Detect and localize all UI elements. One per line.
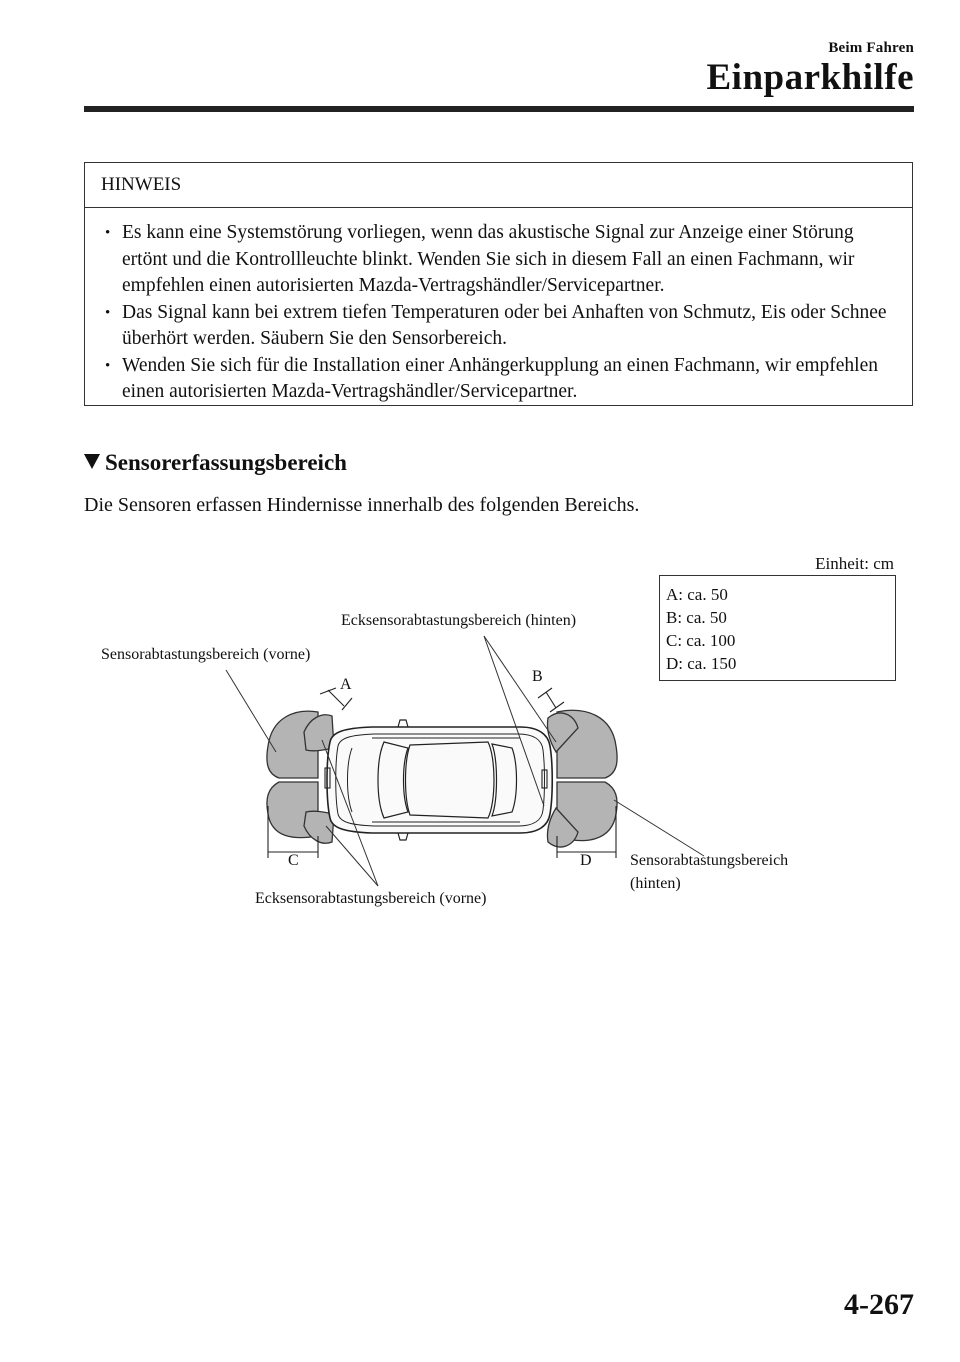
- bullet-icon: •: [105, 304, 111, 321]
- section-header-label: Beim Fahren: [828, 40, 914, 56]
- leader-line-rear-area: [614, 800, 704, 856]
- note-item: [105, 220, 890, 300]
- leader-line-rear-corner-2: [484, 636, 556, 742]
- car-front-hood-line: [348, 748, 353, 812]
- bullet-icon: •: [105, 225, 111, 241]
- section-heading: [84, 450, 347, 476]
- dim-b-tick-left: [538, 688, 552, 698]
- label-front-area: Sensorabtastungsbereich (vorne): [101, 646, 311, 663]
- front-zone-bottom: [267, 782, 318, 838]
- triangle-down-icon: [84, 454, 100, 469]
- front-corner-zone-bottom: [304, 811, 334, 843]
- dim-b-line: [546, 692, 556, 708]
- note-item-text: Es kann eine Systemstörung vorliegen, wenn das akustische Signal zur Anzeige einer Störung ertönt und die Kontrollleuchte blinkt. Wenden Sie sich in diesem Fall an einen Fachmann, wir empfehlen einen autorisierten Mazda-Vertragshändler/Servicepartner.: [122, 222, 855, 296]
- unit-label: Einheit: cm: [815, 554, 894, 573]
- page-title: Einparkhilfe: [706, 57, 914, 98]
- note-item: [105, 300, 890, 353]
- legend-box: [659, 575, 896, 681]
- dimension-lines: [268, 688, 616, 858]
- leader-line-front-corner-1: [322, 740, 378, 886]
- car-front-plate: [325, 768, 330, 788]
- label-dim-c: C: [288, 852, 299, 869]
- section-heading-text: Sensorerfassungsbereich: [105, 450, 347, 475]
- dim-a-tick-right: [342, 698, 352, 710]
- label-rear-area-line2: (hinten): [630, 875, 681, 892]
- car-roof: [406, 742, 495, 818]
- note-item-text: Das Signal kann bei extrem tiefen Temperaturen oder bei Anhaften von Schmutz, Eis oder Schnee überhört werden. Säubern Sie den Sensorbereich.: [122, 301, 887, 349]
- note-list: [85, 208, 912, 406]
- front-corner-zone-top: [304, 715, 334, 751]
- note-box: [84, 162, 913, 406]
- leader-line-front-corner-2: [326, 826, 378, 886]
- label-front-corner-area: Ecksensorabtastungsbereich (vorne): [255, 890, 487, 907]
- legend-row: A: ca. 50: [666, 585, 728, 604]
- dim-b-tick-right: [550, 702, 564, 712]
- dim-a-tick-left: [320, 688, 336, 694]
- label-rear-corner-area: Ecksensorabtastungsbereich (hinten): [341, 612, 577, 629]
- note-item-text: Wenden Sie sich für die Installation einer Anhängerkupplung an einen Fachmann, wir empfehlen einen autorisierten Mazda-Vertragshändler/Servicepartner.: [122, 354, 878, 402]
- front-zone-top: [267, 711, 318, 778]
- car-rear-window: [492, 744, 517, 816]
- rear-corner-zone-top: [547, 713, 578, 752]
- label-rear-area-line1: Sensorabtastungsbereich: [630, 852, 789, 869]
- car-rear-plate: [542, 770, 547, 788]
- legend-row: D: ca. 150: [666, 654, 737, 673]
- header-rule: [84, 106, 914, 112]
- rear-corner-zone-bottom: [547, 808, 578, 847]
- label-dim-b: B: [532, 668, 543, 685]
- legend-row: C: ca. 100: [666, 631, 736, 650]
- sensor-zones: [267, 710, 617, 847]
- note-heading: HINWEIS: [85, 163, 912, 208]
- car-body-outline: [327, 727, 552, 833]
- page-number: 4-267: [844, 1288, 914, 1321]
- leader-line-rear-corner-1: [484, 636, 544, 806]
- car-windshield: [378, 742, 408, 818]
- rear-zone-bottom: [557, 782, 617, 841]
- rear-zone-top: [557, 710, 617, 778]
- car-top-view: [325, 720, 552, 840]
- leader-line-front-area: [226, 670, 276, 752]
- leader-lines: [226, 636, 704, 886]
- label-dim-d: D: [580, 852, 592, 869]
- car-mirror-top: [398, 720, 408, 727]
- legend-row: B: ca. 50: [666, 608, 727, 627]
- section-body-text: Die Sensoren erfassen Hindernisse innerhalb des folgenden Bereichs.: [84, 494, 640, 516]
- car-body-inner: [336, 734, 545, 826]
- note-item: [105, 353, 890, 406]
- bullet-icon: •: [105, 357, 111, 374]
- car-mirror-bottom: [398, 833, 408, 840]
- label-dim-a: A: [340, 676, 352, 693]
